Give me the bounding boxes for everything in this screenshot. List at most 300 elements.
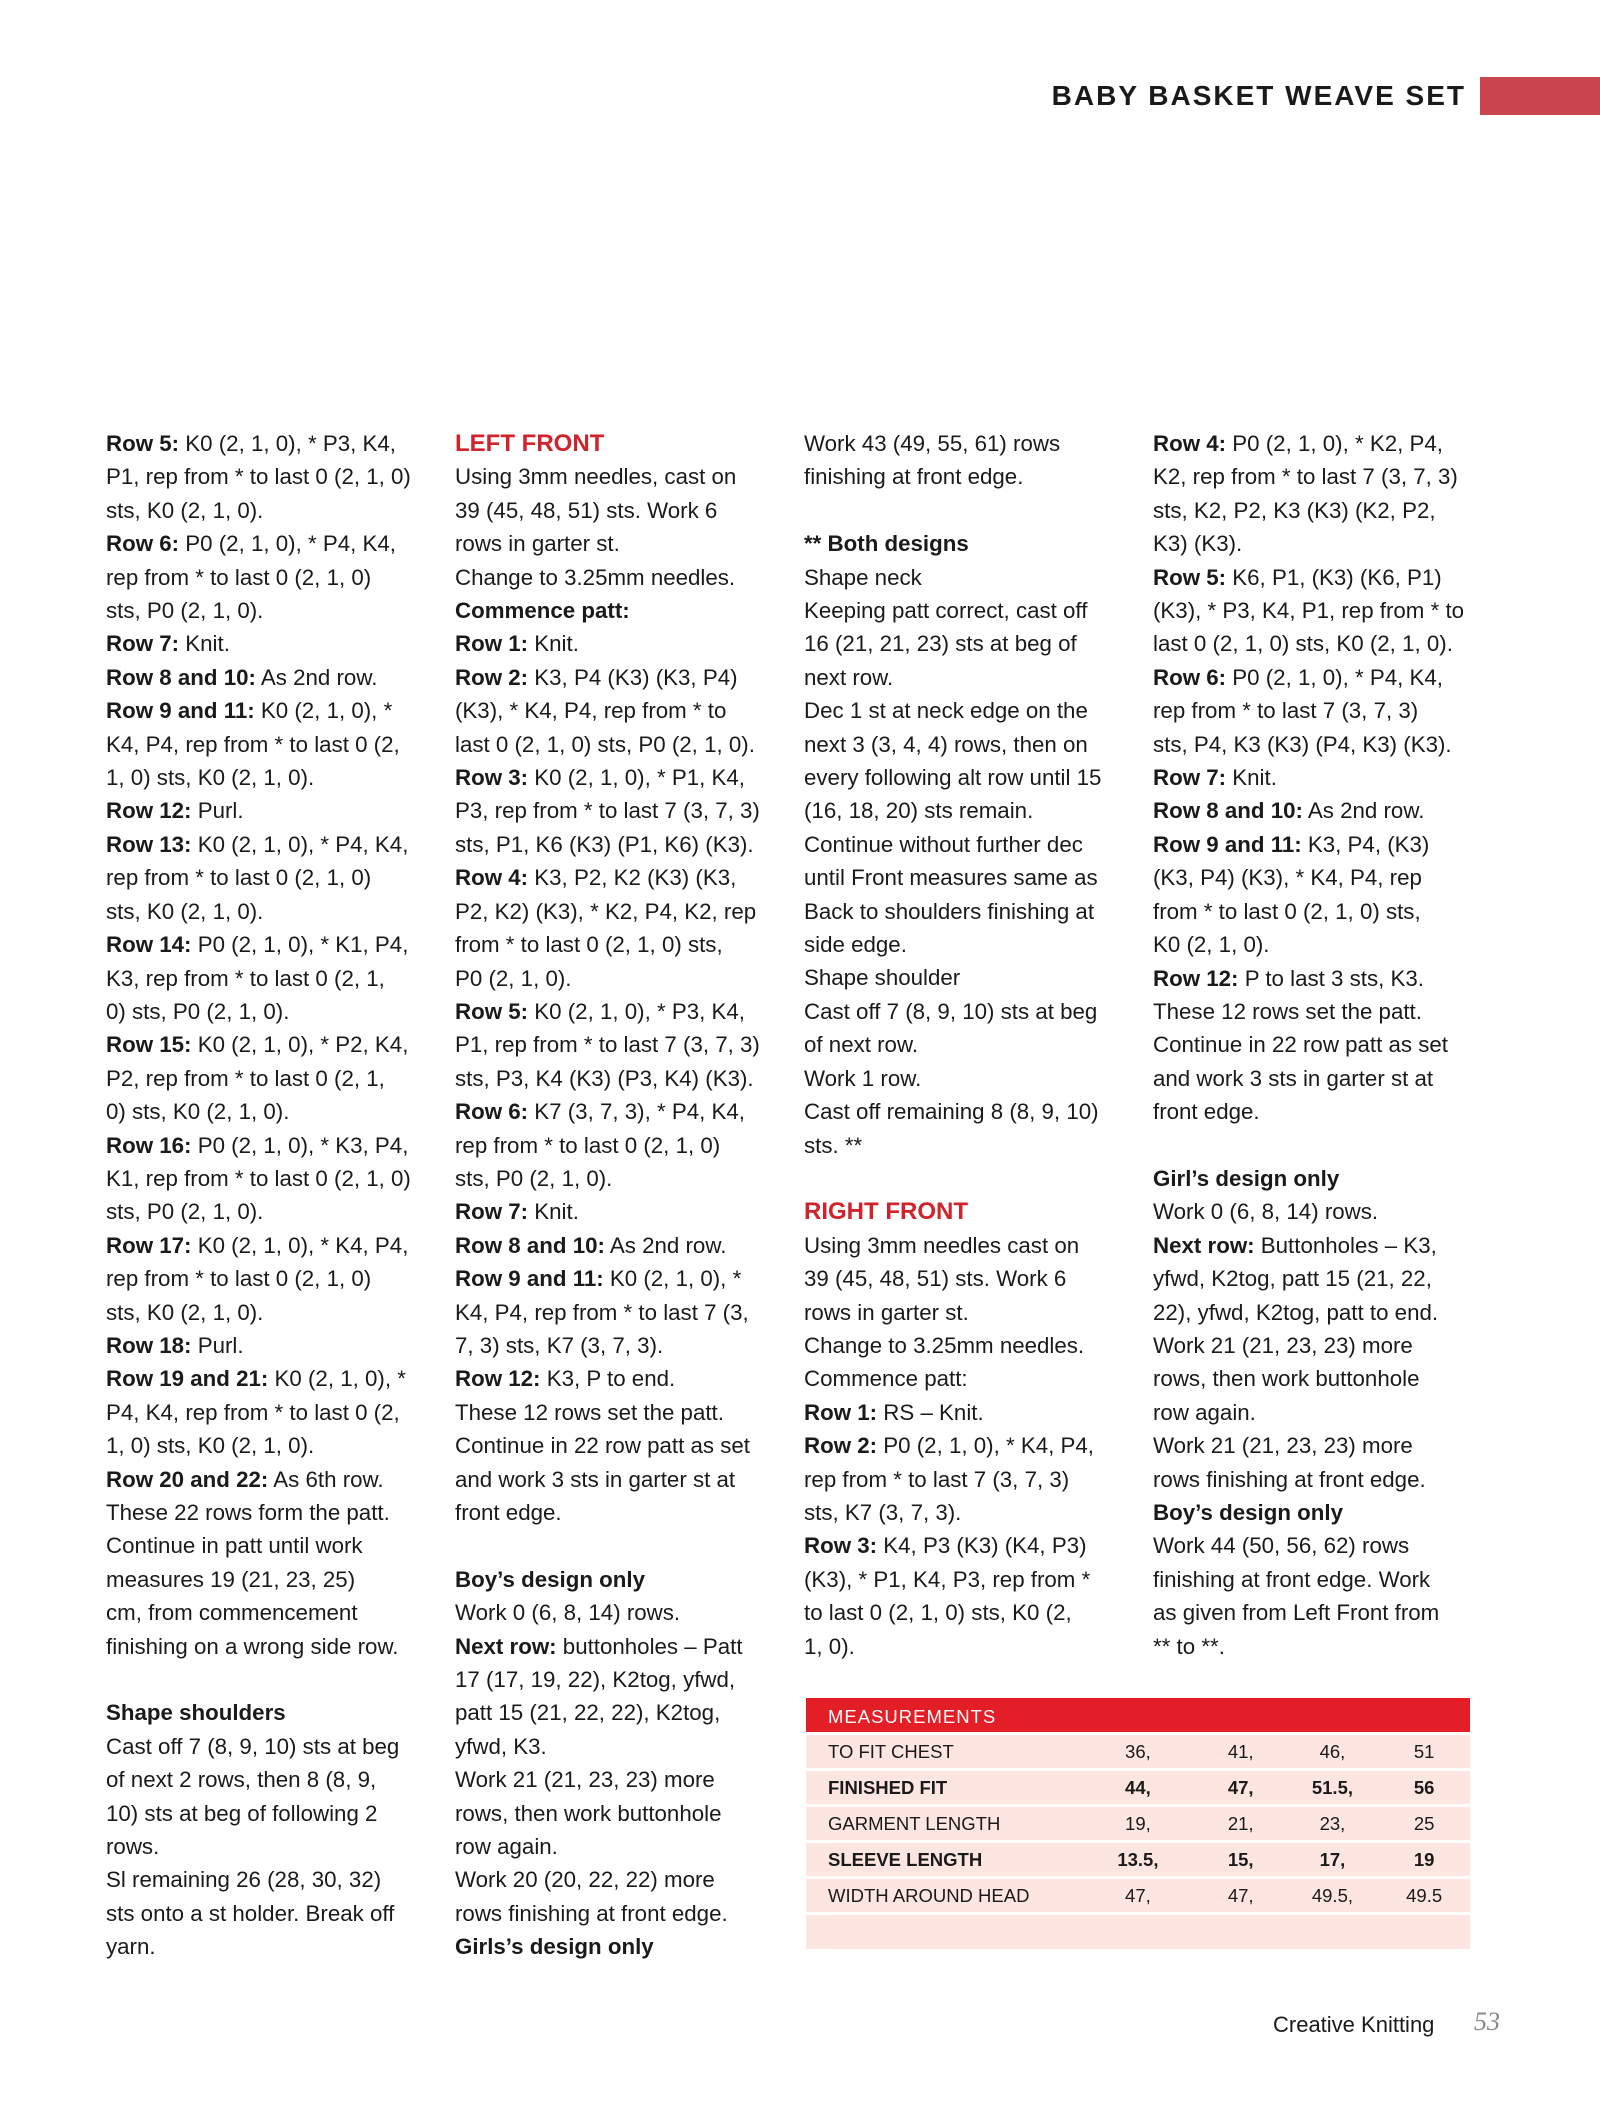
pattern-line	[1153, 1329, 1475, 1362]
pattern-line	[106, 561, 428, 594]
bold-label: Row 16:	[106, 1132, 192, 1158]
line-text: sts, P0 (2, 1, 0).	[106, 598, 264, 624]
line-text: last 0 (2, 1, 0) sts, P0 (2, 1, 0).	[455, 731, 755, 757]
line-text: P0 (2, 1, 0), * K3, P4,	[191, 1132, 409, 1158]
bold-label: Row 3:	[804, 1533, 878, 1559]
pattern-line	[1153, 928, 1475, 961]
bold-label: Row 2:	[455, 664, 529, 690]
pattern-line	[1153, 1062, 1475, 1095]
pattern-line	[455, 895, 777, 928]
page-number: 53	[1474, 2007, 1500, 2036]
pattern-line	[804, 1529, 1126, 1562]
line-text: (16, 18, 20) sts remain.	[804, 798, 1034, 824]
pattern-line	[455, 1162, 777, 1195]
line-text: Continue in patt until work	[106, 1533, 363, 1559]
pattern-line	[804, 761, 1126, 794]
pattern-line	[1153, 527, 1475, 560]
bold-label: Row 5:	[455, 998, 529, 1024]
table-cell: 47,	[1227, 1885, 1254, 1906]
line-text: sts, K2, P2, K3 (K3) (K2, P2,	[1153, 497, 1436, 523]
pattern-line	[1153, 1396, 1475, 1429]
line-text: K0 (2, 1, 0), * P3, K4,	[528, 998, 745, 1024]
bold-label: Row 6:	[455, 1099, 529, 1125]
table-cell: 15,	[1227, 1849, 1254, 1870]
bold-label: Row 14:	[106, 932, 192, 958]
line-text: Shape neck	[804, 564, 922, 590]
pattern-line	[1153, 1162, 1475, 1195]
line-text: next 3 (3, 4, 4) rows, then on	[804, 731, 1088, 757]
line-text: Work 1 row.	[804, 1065, 922, 1091]
line-text: K3, P4, (K3)	[1301, 831, 1430, 857]
line-text: buttonholes – Patt	[556, 1633, 743, 1659]
pattern-line	[106, 895, 428, 928]
line-text: K3) (K3).	[1153, 531, 1243, 557]
pattern-line	[106, 1596, 428, 1629]
line-text: Cast off 7 (8, 9, 10) sts at beg	[106, 1733, 400, 1759]
text-column-1	[106, 427, 428, 1964]
pattern-line	[106, 1630, 428, 1663]
pattern-line	[455, 594, 777, 627]
pattern-line	[1153, 1496, 1475, 1529]
pattern-line	[455, 761, 777, 794]
line-text: (K3), * P3, K4, P1, rep from * to	[1153, 598, 1465, 624]
pattern-line	[455, 1329, 777, 1362]
line-text: sts onto a st holder. Break off	[106, 1900, 395, 1926]
pattern-line	[106, 728, 428, 761]
table-cell: 23,	[1319, 1813, 1346, 1834]
line-text: K0 (2, 1, 0), * P2, K4,	[191, 1032, 409, 1058]
line-text: K3, P2, K2 (K3) (K3,	[528, 865, 737, 891]
line-text: rows, then work buttonhole	[455, 1800, 722, 1826]
line-text: Commence patt:	[804, 1366, 968, 1392]
text-column-4	[1153, 427, 1475, 1663]
table-cell: 51.5,	[1311, 1777, 1354, 1798]
line-text: yarn.	[106, 1934, 156, 1960]
line-text: 17 (17, 19, 22), K2tog, yfwd,	[455, 1667, 736, 1693]
line-text: Work 43 (49, 55, 61) rows	[804, 431, 1061, 456]
pattern-line	[455, 995, 777, 1028]
bold-label: Row 20 and 22:	[106, 1466, 269, 1492]
pattern-line	[106, 427, 428, 460]
pattern-line	[804, 1062, 1126, 1095]
pattern-line	[1153, 761, 1475, 794]
pattern-line	[106, 1028, 428, 1061]
text-column-2	[455, 427, 777, 1964]
line-text: Continue in 22 row patt as set	[1153, 1032, 1448, 1058]
header-accent-bar	[1480, 77, 1600, 115]
line-text: K1, rep from * to last 0 (2, 1, 0)	[106, 1165, 411, 1191]
line-text: K7 (3, 7, 3), * P4, K4,	[528, 1099, 745, 1125]
pattern-line	[804, 995, 1126, 1028]
line-text: Knit.	[179, 631, 230, 657]
pattern-line	[455, 1095, 777, 1128]
pattern-line	[455, 627, 777, 660]
pattern-line	[804, 828, 1126, 861]
pattern-line	[455, 1262, 777, 1295]
line-text: K4, P4, rep from * to last 7 (3,	[455, 1299, 749, 1325]
bold-label: Row 19 and 21:	[106, 1366, 269, 1392]
table-cell: 36,	[1125, 1741, 1151, 1762]
pattern-line	[455, 460, 777, 493]
line-text: Keeping patt correct, cast off	[804, 598, 1088, 624]
line-text: Work 0 (6, 8, 14) rows.	[1153, 1199, 1379, 1225]
line-text: (K3, P4) (K3), * K4, P4, rep	[1153, 865, 1422, 891]
line-text: Knit.	[528, 1199, 579, 1225]
pattern-line	[1153, 1362, 1475, 1395]
line-text: sts, P3, K4 (K3) (P3, K4) (K3).	[455, 1065, 754, 1091]
pattern-line	[1153, 1563, 1475, 1596]
line-text: and work 3 sts in garter st at	[455, 1466, 736, 1492]
bold-label: Row 3:	[455, 765, 529, 791]
line-text: Work 21 (21, 23, 23) more	[455, 1767, 715, 1793]
pattern-line	[106, 861, 428, 894]
bold-label: Row 7:	[1153, 765, 1227, 791]
pattern-line	[106, 1797, 428, 1830]
line-text: sts. **	[804, 1132, 863, 1158]
line-text: 1, 0) sts, K0 (2, 1, 0).	[106, 765, 315, 791]
pattern-line	[1153, 694, 1475, 727]
pattern-line	[455, 1496, 777, 1529]
table-cell: 44,	[1125, 1777, 1151, 1798]
line-text: measures 19 (21, 23, 25)	[106, 1566, 356, 1592]
pattern-line	[1153, 494, 1475, 527]
pattern-line	[106, 1262, 428, 1295]
bold-label: Row 17:	[106, 1232, 192, 1258]
line-text: rep from * to last 7 (3, 7, 3)	[1153, 698, 1419, 724]
pattern-line	[455, 728, 777, 761]
line-text: and work 3 sts in garter st at	[1153, 1065, 1434, 1091]
table-blank-row	[806, 1915, 1470, 1949]
pattern-line	[106, 995, 428, 1028]
line-text: Cast off 7 (8, 9, 10) sts at beg	[804, 998, 1098, 1024]
table-cell: 41,	[1227, 1741, 1254, 1762]
line-text: These 12 rows set the patt.	[455, 1399, 724, 1425]
pattern-line	[1153, 627, 1475, 660]
line-text: Continue without further dec	[804, 831, 1083, 857]
pattern-line	[106, 527, 428, 560]
line-text: K0 (2, 1, 0), * P3, K4,	[179, 431, 396, 456]
pattern-line	[455, 1730, 777, 1763]
pattern-line	[804, 1028, 1126, 1061]
pattern-line	[804, 928, 1126, 961]
pattern-line	[106, 1195, 428, 1228]
pattern-line	[106, 828, 428, 861]
line-text: K0 (2, 1, 0), *	[254, 698, 393, 724]
table-cell: 46,	[1319, 1741, 1346, 1762]
table-cell: 47,	[1125, 1885, 1151, 1906]
table-cell: 13.5,	[1117, 1849, 1159, 1870]
pattern-line	[455, 694, 777, 727]
bold-label: Row 8 and 10:	[1153, 798, 1303, 824]
line-text: As 2nd row.	[255, 664, 378, 690]
line-text: Work 44 (50, 56, 62) rows	[1153, 1533, 1410, 1559]
line-text: sts, K7 (3, 7, 3).	[804, 1499, 962, 1525]
bold-label: Row 12:	[455, 1366, 541, 1392]
pattern-line	[1153, 1195, 1475, 1228]
pattern-line	[455, 861, 777, 894]
line-text: of next 2 rows, then 8 (8, 9,	[106, 1767, 377, 1793]
line-text: These 12 rows set the patt.	[1153, 998, 1422, 1024]
line-text: rows in garter st.	[804, 1299, 969, 1325]
pattern-line	[1153, 1095, 1475, 1128]
line-text: 10) sts at beg of following 2	[106, 1800, 378, 1826]
line-text: Knit.	[528, 631, 579, 657]
bold-label: Row 8 and 10:	[106, 664, 256, 690]
bold-label: Row 9 and 11:	[106, 698, 255, 724]
line-text: These 22 rows form the patt.	[106, 1500, 390, 1525]
row-label: SLEEVE LENGTH	[828, 1849, 983, 1870]
line-text: rows finishing at front edge.	[1153, 1466, 1426, 1492]
pattern-line	[106, 1529, 428, 1562]
line-text: K0 (2, 1, 0), * K4, P4,	[191, 1232, 409, 1258]
line-text: side edge.	[804, 932, 907, 958]
line-text: P1, rep from * to last 0 (2, 1, 0)	[106, 464, 411, 490]
line-text: K4, P3 (K3) (K4, P3)	[877, 1533, 1087, 1559]
pattern-line	[455, 794, 777, 827]
line-text: from * to last 0 (2, 1, 0) sts,	[1153, 898, 1421, 924]
pattern-line	[455, 1630, 777, 1663]
line-text: Using 3mm needles cast on	[804, 1232, 1080, 1258]
bold-label: Row 5:	[1153, 564, 1227, 590]
pattern-line	[106, 1229, 428, 1262]
line-text: Cast off remaining 8 (8, 9, 10)	[804, 1099, 1099, 1125]
bold-label: Row 7:	[455, 1199, 529, 1225]
bold-label: Row 6:	[1153, 664, 1227, 690]
table-cell: 17,	[1319, 1849, 1346, 1870]
bold-label: Row 9 and 11:	[455, 1266, 604, 1292]
bold-label: Boy’s design only	[1153, 1499, 1343, 1525]
line-text: P3, rep from * to last 7 (3, 7, 3)	[455, 798, 760, 824]
line-text: row again.	[1153, 1399, 1256, 1425]
line-text: K0 (2, 1, 0), * P1, K4,	[528, 765, 745, 791]
pattern-line	[455, 1362, 777, 1395]
pattern-line	[106, 928, 428, 961]
pattern-line	[804, 961, 1126, 994]
line-text: Change to 3.25mm needles.	[804, 1332, 1085, 1358]
publication-name: Creative Knitting	[1273, 2012, 1435, 2037]
line-text: 0) sts, P0 (2, 1, 0).	[106, 998, 290, 1024]
line-text: rows in garter st.	[455, 531, 620, 557]
pattern-line	[804, 1296, 1126, 1329]
pattern-line	[455, 1663, 777, 1696]
pattern-line	[106, 494, 428, 527]
pattern-line	[804, 460, 1126, 493]
pattern-line	[804, 594, 1126, 627]
pattern-line	[455, 561, 777, 594]
row-label: TO FIT CHEST	[828, 1741, 954, 1762]
pattern-line	[106, 1162, 428, 1195]
table-row	[806, 1735, 1470, 1768]
line-text: as given from Left Front from	[1153, 1600, 1440, 1626]
line-text: rows finishing at front edge.	[455, 1900, 728, 1926]
line-text: sts, K0 (2, 1, 0).	[106, 497, 264, 523]
line-text: rep from * to last 0 (2, 1, 0)	[106, 1266, 372, 1292]
pattern-line	[455, 1195, 777, 1228]
bold-label: ** Both designs	[804, 531, 969, 557]
section-heading: LEFT FRONT	[455, 430, 605, 457]
line-text: (K3), * P1, K4, P3, rep from *	[804, 1566, 1091, 1592]
measurements-table	[806, 1698, 1470, 1949]
line-text: 7, 3) sts, K7 (3, 7, 3).	[455, 1332, 664, 1358]
line-text: Using 3mm needles, cast on	[455, 464, 737, 490]
line-text: P0 (2, 1, 0), * K1, P4,	[191, 932, 409, 958]
table-cell: 49.5	[1406, 1885, 1443, 1906]
pattern-line	[106, 1563, 428, 1596]
pattern-line	[106, 460, 428, 493]
bold-label: Row 2:	[804, 1433, 878, 1459]
bold-label: Row 4:	[455, 865, 529, 891]
line-text: Knit.	[1226, 765, 1277, 791]
line-text: to last 0 (2, 1, 0) sts, K0 (2,	[804, 1600, 1072, 1626]
pattern-line	[455, 1429, 777, 1462]
line-text: P0 (2, 1, 0), * P4, K4,	[179, 531, 396, 557]
line-text: 39 (45, 48, 51) sts. Work 6	[804, 1266, 1067, 1292]
pattern-line	[106, 1329, 428, 1362]
line-text: every following alt row until 15	[804, 765, 1102, 791]
table-row	[806, 1843, 1470, 1876]
line-text: 1, 0).	[804, 1633, 855, 1659]
line-text: ** to **.	[1153, 1633, 1225, 1659]
bold-label: Row 4:	[1153, 431, 1227, 456]
pattern-line	[455, 1897, 777, 1930]
line-text: yfwd, K2tog, patt 15 (21, 22,	[1153, 1266, 1432, 1292]
bold-label: Row 12:	[1153, 965, 1239, 991]
line-text: Shape shoulder	[804, 965, 961, 991]
line-text: sts, P1, K6 (K3) (P1, K6) (K3).	[455, 831, 754, 857]
pattern-line	[455, 1463, 777, 1496]
pattern-line	[804, 1129, 1126, 1162]
table-cell: 21,	[1227, 1813, 1254, 1834]
pattern-line	[455, 1296, 777, 1329]
line-text: K3, P to end.	[540, 1366, 676, 1392]
pattern-line	[106, 627, 428, 660]
line-text: 16 (21, 21, 23) sts at beg of	[804, 631, 1077, 657]
pattern-line	[455, 1062, 777, 1095]
bold-label: Row 7:	[106, 631, 180, 657]
pattern-line	[106, 1396, 428, 1429]
pattern-line	[804, 728, 1126, 761]
line-text: rows.	[106, 1834, 160, 1860]
line-text: P0 (2, 1, 0).	[455, 965, 572, 991]
pattern-line	[1153, 1028, 1475, 1061]
pattern-line	[804, 794, 1126, 827]
pattern-line	[804, 694, 1126, 727]
line-text: from * to last 0 (2, 1, 0) sts,	[455, 932, 723, 958]
bold-label: Row 5:	[106, 431, 180, 456]
line-text: sts, P4, K3 (K3) (P4, K3) (K3).	[1153, 731, 1452, 757]
line-text: P to last 3 sts, K3.	[1238, 965, 1424, 991]
line-text: P0 (2, 1, 0), * K4, P4,	[877, 1433, 1094, 1459]
pattern-line	[106, 794, 428, 827]
pattern-line	[106, 1863, 428, 1896]
pattern-line	[1153, 728, 1475, 761]
table-cell: 49.5,	[1311, 1885, 1354, 1906]
line-text: K0 (2, 1, 0).	[1153, 932, 1270, 958]
line-text: sts, P0 (2, 1, 0).	[455, 1165, 613, 1191]
pattern-line	[804, 1429, 1126, 1462]
pattern-line	[106, 1062, 428, 1095]
line-text: patt 15 (21, 22, 22), K2tog,	[455, 1700, 721, 1726]
pattern-line	[455, 1696, 777, 1729]
section-heading: RIGHT FRONT	[804, 1198, 968, 1226]
bold-label: Next row:	[1153, 1232, 1255, 1258]
table-cell: 47,	[1227, 1777, 1254, 1798]
pattern-line	[1153, 1529, 1475, 1562]
line-text: last 0 (2, 1, 0) sts, K0 (2, 1, 0).	[1153, 631, 1453, 657]
pattern-line	[804, 1563, 1126, 1596]
line-text: K0 (2, 1, 0), *	[268, 1366, 406, 1392]
pattern-line	[804, 1596, 1126, 1629]
line-text: Continue in 22 row patt as set	[455, 1433, 750, 1459]
bold-label: Row 13:	[106, 831, 192, 857]
pattern-line	[455, 928, 777, 961]
bold-label: Row 1:	[804, 1399, 878, 1425]
line-text: Work 0 (6, 8, 14) rows.	[455, 1600, 681, 1626]
pattern-line	[455, 1930, 777, 1963]
pattern-line	[455, 1797, 777, 1830]
pattern-line	[106, 1296, 428, 1329]
pattern-line	[804, 1362, 1126, 1395]
line-text: Back to shoulders finishing at	[804, 898, 1095, 924]
bold-label: Row 18:	[106, 1332, 192, 1358]
bold-label: Girls’s design only	[455, 1934, 654, 1960]
row-label: WIDTH AROUND HEAD	[828, 1885, 1030, 1906]
pattern-line	[106, 594, 428, 627]
line-text: P0 (2, 1, 0), * K2, P4,	[1226, 431, 1443, 456]
pattern-line	[106, 1897, 428, 1930]
line-text: K2, rep from * to last 7 (3, 7, 3)	[1153, 464, 1458, 490]
pattern-line	[455, 1863, 777, 1896]
table-cell: 19	[1413, 1849, 1435, 1870]
pattern-line	[455, 527, 777, 560]
text-column-3	[804, 427, 1126, 1663]
line-text: 39 (45, 48, 51) sts. Work 6	[455, 497, 718, 523]
pattern-line	[804, 1630, 1126, 1663]
pattern-line	[106, 1496, 428, 1529]
line-text: sts, K0 (2, 1, 0).	[106, 1299, 264, 1325]
pattern-line	[455, 1596, 777, 1629]
pattern-line	[1153, 962, 1475, 995]
line-text: finishing at front edge.	[804, 464, 1024, 490]
pattern-line	[804, 527, 1126, 560]
pattern-line	[106, 1930, 428, 1963]
pattern-line	[1153, 1630, 1475, 1663]
line-text: sts, P0 (2, 1, 0).	[106, 1199, 264, 1225]
line-text: K4, P4, rep from * to last 0 (2,	[106, 731, 400, 757]
table-row	[806, 1807, 1470, 1840]
line-text: 22), yfwd, K2tog, patt to end.	[1153, 1299, 1439, 1325]
table-row	[806, 1879, 1470, 1912]
line-text: P4, K4, rep from * to last 0 (2,	[106, 1399, 400, 1425]
line-text: P2, K2) (K3), * K2, P4, K2, rep	[455, 898, 757, 924]
bold-label: Row 6:	[106, 531, 180, 557]
pattern-line	[106, 1696, 428, 1729]
pattern-line	[455, 494, 777, 527]
table-row	[806, 1771, 1470, 1804]
pattern-line	[455, 1028, 777, 1061]
pattern-line	[1153, 661, 1475, 694]
bold-label: Row 1:	[455, 631, 529, 657]
line-text: rep from * to last 0 (2, 1, 0)	[106, 865, 372, 891]
line-text: RS – Knit.	[877, 1399, 984, 1425]
line-text: rows, then work buttonhole	[1153, 1366, 1420, 1392]
pattern-line	[804, 1329, 1126, 1362]
paragraph-gap	[804, 494, 1126, 527]
pattern-line	[1153, 828, 1475, 861]
line-text: yfwd, K3.	[455, 1733, 547, 1759]
measurements-title: MEASUREMENTS	[806, 1698, 1470, 1732]
bold-label: Row 15:	[106, 1032, 192, 1058]
